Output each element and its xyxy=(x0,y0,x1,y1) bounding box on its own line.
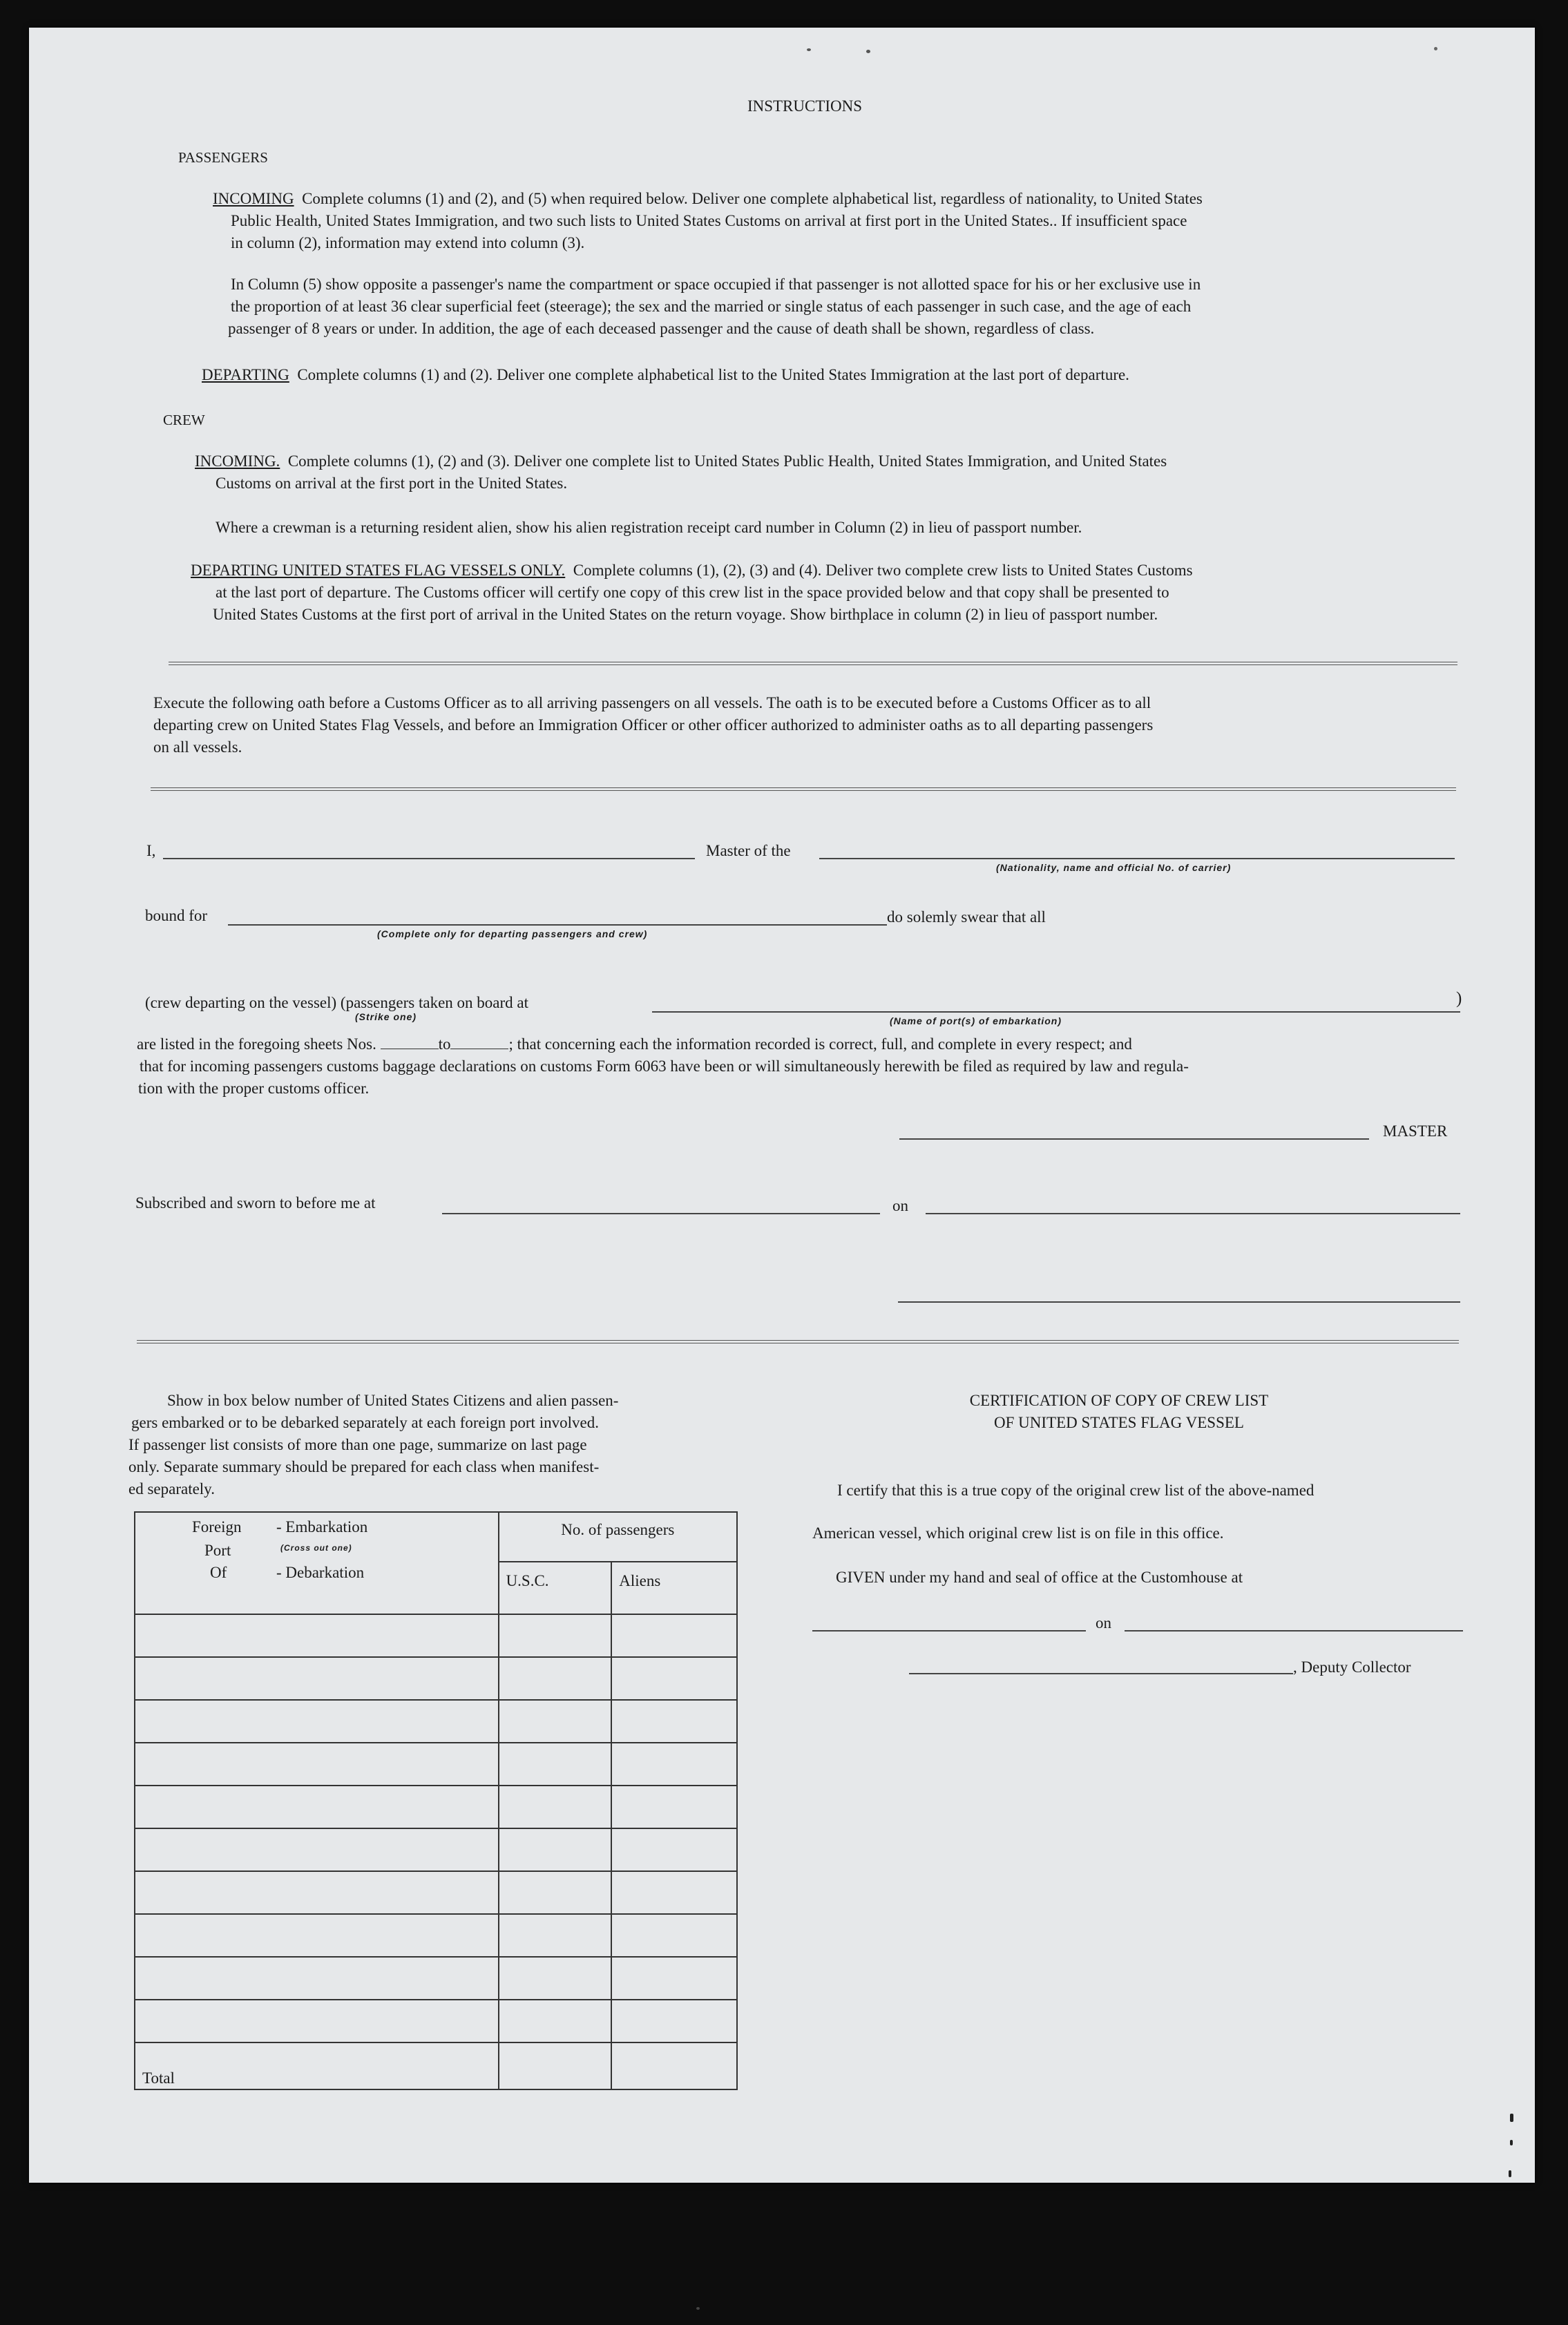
customhouse-line xyxy=(812,1630,1086,1632)
usc-cell[interactable] xyxy=(499,2000,612,2042)
passengers-incoming-line3: in column (2), information may extend into column (3). xyxy=(231,234,585,251)
table-row xyxy=(135,2000,737,2042)
no-passengers-header: No. of passengers xyxy=(499,1512,737,1562)
column5-line2: the proportion of at least 36 clear superficial feet (steerage); the sex and the married or single status of each passenger in such case, and the age of each xyxy=(231,298,1192,315)
scan-speck xyxy=(807,48,811,51)
usc-cell[interactable] xyxy=(499,1786,612,1828)
usc-cell[interactable] xyxy=(499,1957,612,2000)
crew-incoming-line1: Complete columns (1), (2) and (3). Deliver one complete list to United States Public Health, United States Immigration, and United States xyxy=(287,452,1167,470)
aliens-cell[interactable] xyxy=(611,1828,737,1871)
aliens-cell[interactable] xyxy=(611,1743,737,1786)
embarkation-label: - Embarkation xyxy=(276,1518,368,1535)
crew-departing-choice: (crew departing on the vessel) (passengers taken on board at xyxy=(145,994,528,1011)
master-of-the-label: Master of the xyxy=(706,842,791,859)
complete-caption: (Complete only for departing passengers and crew) xyxy=(377,928,648,939)
passengers-departing xyxy=(202,364,1129,386)
listed-line2: that for incoming passengers customs baggage declarations on customs Form 6063 have been or will simultaneously herewith be filed as required by law and regula- xyxy=(140,1058,1189,1075)
port-cell[interactable] xyxy=(135,1828,499,1871)
port-cell[interactable] xyxy=(135,1914,499,1957)
certification-date-line xyxy=(1125,1630,1463,1632)
aliens-header: Aliens xyxy=(611,1562,737,1614)
sheet-from-blank xyxy=(381,1036,439,1049)
usc-header: U.S.C. xyxy=(499,1562,612,1614)
certification-on-label: on xyxy=(1096,1614,1111,1632)
summary-line2: gers embarked or to be debarked separately at each foreign port involved. xyxy=(131,1414,599,1431)
port-caption: (Name of port(s) of embarkation) xyxy=(890,1015,1062,1026)
crew-incoming-label: INCOMING. xyxy=(195,452,280,470)
vessel-line xyxy=(819,858,1455,859)
resident-alien-note: Where a crewman is a returning resident alien, show his alien registration receipt card number in Column (2) in lieu of passport number. xyxy=(216,519,1082,536)
crew-departing xyxy=(191,559,1193,582)
port-cell[interactable] xyxy=(135,1957,499,2000)
port-cell[interactable] xyxy=(135,1786,499,1828)
usc-cell[interactable] xyxy=(499,1914,612,1957)
officer-signature-line xyxy=(898,1301,1460,1303)
sworn-on-label: on xyxy=(892,1197,908,1214)
passengers-incoming-line1: Complete columns (1) and (2), and (5) when required below. Deliver one complete alphabetical list, regardless of nationality, to United States xyxy=(302,190,1203,207)
aliens-cell[interactable] xyxy=(611,1614,737,1657)
scan-speck xyxy=(1509,2170,1511,2177)
crew-heading: CREW xyxy=(163,412,205,428)
table-row xyxy=(135,1957,737,2000)
aliens-cell[interactable] xyxy=(611,1914,737,1957)
table-row xyxy=(135,1743,737,1786)
usc-total-cell[interactable] xyxy=(499,2042,612,2089)
summary-line1: Show in box below number of United States Citizens and alien passen- xyxy=(167,1392,619,1409)
certification-line1: I certify that this is a true copy of the original crew list of the above-named xyxy=(837,1482,1314,1499)
table-row xyxy=(135,1871,737,1914)
bound-for-label: bound for xyxy=(145,907,208,924)
debarkation-label: - Debarkation xyxy=(276,1564,365,1581)
section-divider xyxy=(169,662,1457,665)
usc-cell[interactable] xyxy=(499,1614,612,1657)
page-title: INSTRUCTIONS xyxy=(747,97,863,115)
passengers-incoming-line2: Public Health, United States Immigration, and two such lists to United States Customs on arrival at first port in the United States.. If insufficient space xyxy=(231,212,1187,229)
close-paren: ) xyxy=(1456,989,1462,1008)
oath-instructions-line1: Execute the following oath before a Customs Officer as to all arriving passengers on all vessels. The oath is to be executed before a Customs Officer as to all xyxy=(153,694,1151,711)
total-row xyxy=(135,2042,737,2089)
passengers-incoming-label: INCOMING xyxy=(213,190,294,207)
crew-departing-label: DEPARTING UNITED STATES FLAG VESSELS ONLY. xyxy=(191,562,566,579)
swear-label: do solemly swear that all xyxy=(887,908,1046,926)
total-label: Total xyxy=(135,2042,499,2089)
port-cell[interactable] xyxy=(135,1700,499,1743)
section-divider xyxy=(137,1340,1459,1343)
scan-speck xyxy=(1510,2140,1513,2145)
usc-cell[interactable] xyxy=(499,1743,612,1786)
oath-i-label: I, xyxy=(146,842,156,859)
passengers-incoming xyxy=(213,188,1203,210)
certification-title-2: OF UNITED STATES FLAG VESSEL xyxy=(994,1414,1244,1431)
listed-line3: tion with the proper customs officer. xyxy=(138,1080,370,1097)
port-line xyxy=(652,1011,1460,1013)
table-row xyxy=(135,1786,737,1828)
scan-speck xyxy=(866,50,870,53)
aliens-total-cell[interactable] xyxy=(611,2042,737,2089)
name-line xyxy=(163,858,695,859)
certification-line2: American vessel, which original crew list is on file in this office. xyxy=(812,1524,1224,1542)
certification-line3: GIVEN under my hand and seal of office at the Customhouse at xyxy=(836,1569,1243,1586)
passengers-departing-label: DEPARTING xyxy=(202,366,289,383)
table-row xyxy=(135,1614,737,1657)
of-label: Of xyxy=(210,1564,227,1581)
usc-cell[interactable] xyxy=(499,1657,612,1700)
passenger-summary-table xyxy=(134,1511,738,2090)
aliens-cell[interactable] xyxy=(611,1657,737,1700)
subscribed-label: Subscribed and sworn to before me at xyxy=(135,1194,376,1212)
port-cell[interactable] xyxy=(135,1871,499,1914)
table-row xyxy=(135,1657,737,1700)
deputy-collector-label: , Deputy Collector xyxy=(1293,1658,1411,1676)
table-row xyxy=(135,1914,737,1957)
summary-line5: ed separately. xyxy=(128,1480,215,1498)
column5-line1: In Column (5) show opposite a passenger's name the compartment or space occupied if that passenger is not allotted space for his or her exclusive use in xyxy=(231,276,1201,293)
listed-to: to xyxy=(438,1035,451,1053)
summary-line3: If passenger list consists of more than one page, summarize on last page xyxy=(128,1436,587,1453)
port-label: Port xyxy=(204,1542,231,1559)
strike-one-caption: (Strike one) xyxy=(355,1011,417,1022)
aliens-cell[interactable] xyxy=(611,1871,737,1914)
aliens-cell[interactable] xyxy=(611,1957,737,2000)
crew-incoming xyxy=(195,450,1167,472)
usc-cell[interactable] xyxy=(499,1828,612,1871)
cross-out-caption: (Cross out one) xyxy=(280,1543,352,1553)
port-cell[interactable] xyxy=(135,1743,499,1786)
table-row xyxy=(135,1828,737,1871)
summary-line4: only. Separate summary should be prepared for each class when manifest- xyxy=(128,1458,600,1475)
master-signature-line xyxy=(899,1138,1369,1140)
listed-text-a: are listed in the foregoing sheets Nos. xyxy=(137,1035,376,1053)
scan-speck xyxy=(1510,2114,1513,2122)
foreign-label: Foreign xyxy=(192,1518,242,1535)
crew-departing-line3: United States Customs at the first port of arrival in the United States on the return voyage. Show birthplace in column (2) in lieu of passport number. xyxy=(213,606,1158,623)
crew-incoming-line2: Customs on arrival at the first port in the United States. xyxy=(216,475,568,492)
listed-line1 xyxy=(137,1033,1132,1055)
certification-title-1: CERTIFICATION OF COPY OF CREW LIST xyxy=(969,1392,1269,1409)
crew-departing-line2: at the last port of departure. The Customs officer will certify one copy of this crew list in the space provided below and that copy shall be presented to xyxy=(216,584,1169,601)
usc-cell[interactable] xyxy=(499,1871,612,1914)
aliens-cell[interactable] xyxy=(611,1700,737,1743)
oath-instructions-line3: on all vessels. xyxy=(153,738,242,756)
aliens-cell[interactable] xyxy=(611,2000,737,2042)
sworn-date-line xyxy=(926,1213,1460,1214)
passengers-heading: PASSENGERS xyxy=(178,149,268,166)
port-cell[interactable] xyxy=(135,1614,499,1657)
port-cell[interactable] xyxy=(135,1657,499,1700)
scan-speck xyxy=(696,2307,700,2310)
table-row xyxy=(135,1700,737,1743)
port-header-cell xyxy=(135,1512,499,1614)
aliens-cell[interactable] xyxy=(611,1786,737,1828)
section-divider xyxy=(151,787,1456,791)
passengers-departing-text: Complete columns (1) and (2). Deliver one complete alphabetical list to the United States Immigration at the last port of departure. xyxy=(297,366,1129,383)
bound-for-line xyxy=(228,924,887,926)
oath-instructions-line2: departing crew on United States Flag Vessels, and before an Immigration Officer or other officer authorized to administer oaths as to all departing passengers xyxy=(153,716,1154,734)
sworn-place-line xyxy=(442,1213,880,1214)
sheet-to-blank xyxy=(450,1036,508,1049)
nationality-caption: (Nationality, name and official No. of carrier) xyxy=(996,862,1232,873)
master-label: MASTER xyxy=(1383,1122,1448,1140)
column5-line3: passenger of 8 years or under. In addition, the age of each deceased passenger and the cause of death shall be shown, regardless of class. xyxy=(228,320,1095,337)
scan-speck xyxy=(1434,47,1437,50)
listed-text-b: ; that concerning each the information recorded is correct, full, and complete in every respect; and xyxy=(508,1035,1132,1053)
port-cell[interactable] xyxy=(135,2000,499,2042)
usc-cell[interactable] xyxy=(499,1700,612,1743)
deputy-signature-line xyxy=(909,1673,1293,1674)
crew-departing-line1: Complete columns (1), (2), (3) and (4). Deliver two complete crew lists to United States Customs xyxy=(573,562,1193,579)
